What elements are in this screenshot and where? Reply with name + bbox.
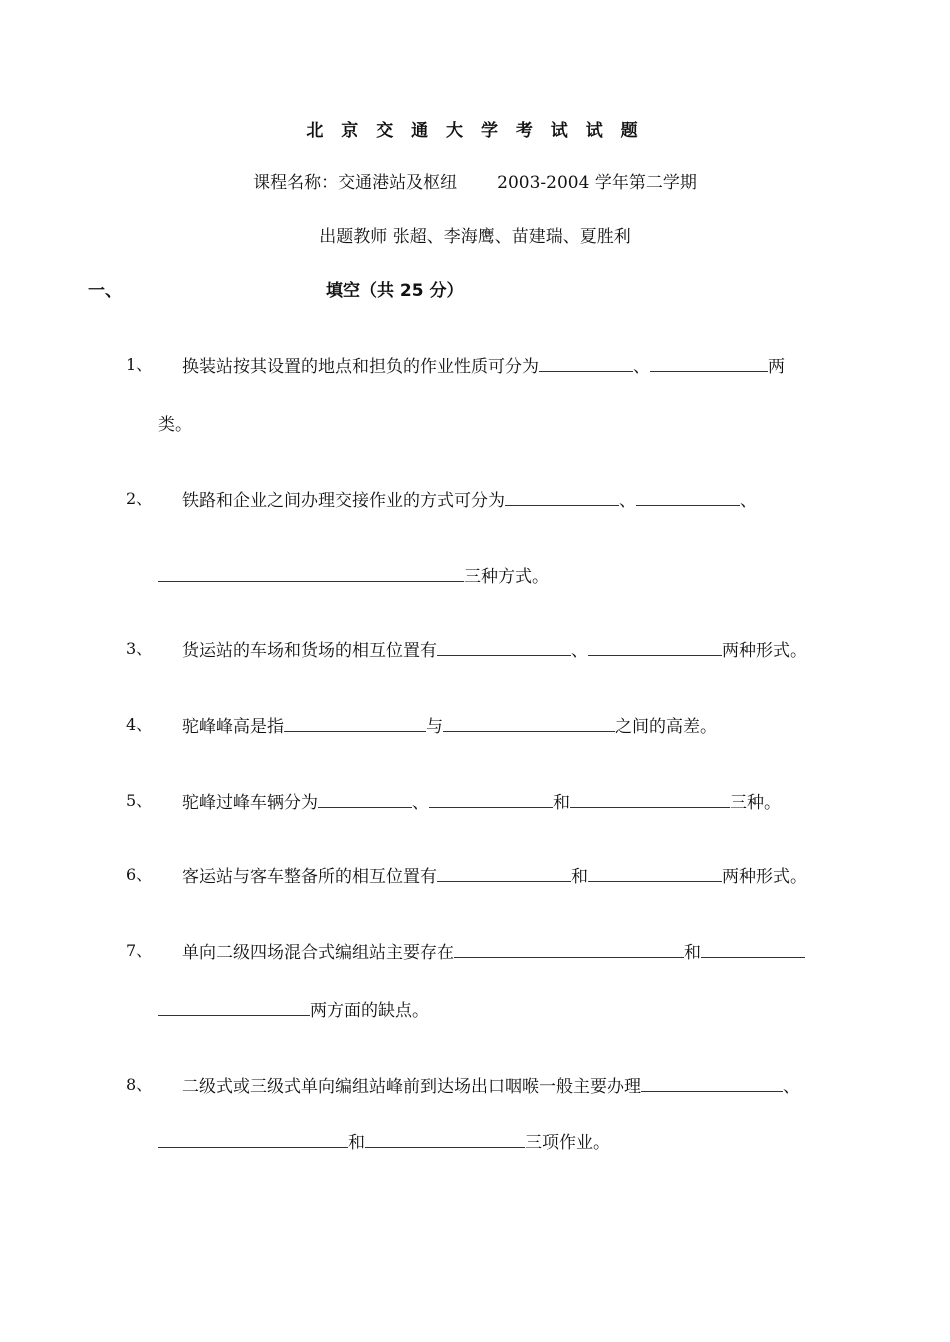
term: 2003-2004 学年第二学期 — [497, 173, 697, 193]
question-7-continuation: 两方面的缺点。 — [158, 996, 429, 1021]
question-2-line: 铁路和企业之间办理交接作业的方式可分为 、 、 — [182, 486, 757, 511]
answer-blank[interactable] — [454, 940, 684, 958]
answer-blank[interactable] — [570, 790, 730, 808]
question-6-line: 客运站与客车整备所的相互位置有 和 两种形式。 — [182, 862, 807, 887]
question-3-line: 货运站的车场和货场的相互位置有 、 两种形式。 — [182, 636, 807, 661]
question-1-line: 换装站按其设置的地点和担负的作业性质可分为 、 两 — [182, 352, 785, 377]
question-2-continuation: 三种方式。 — [158, 562, 549, 587]
question-number: 6、 — [126, 865, 153, 884]
answer-blank[interactable] — [588, 864, 722, 882]
question-number: 2、 — [126, 489, 153, 508]
answer-blank[interactable] — [588, 638, 722, 656]
answer-blank[interactable] — [158, 564, 464, 582]
question-1-continuation: 类。 — [158, 415, 192, 435]
question-8-line: 二级式或三级式单向编组站峰前到达场出口咽喉一般主要办理 、 — [182, 1072, 800, 1097]
answer-blank[interactable] — [429, 790, 553, 808]
question-number: 5、 — [126, 791, 153, 810]
answer-blank[interactable] — [701, 940, 805, 958]
answer-blank[interactable] — [158, 1130, 348, 1148]
question-number: 3、 — [126, 639, 153, 658]
question-number: 4、 — [126, 715, 153, 734]
answer-blank[interactable] — [539, 354, 633, 372]
section-number: 一、 — [88, 281, 122, 301]
answer-blank[interactable] — [636, 488, 740, 506]
question-7-line: 单向二级四场混合式编组站主要存在 和 — [182, 938, 805, 963]
course-name: 课程名称：交通港站及枢纽 — [253, 173, 458, 193]
course-info — [0, 168, 950, 193]
question-4-line: 驼峰峰高是指 与 之间的高差。 — [182, 712, 717, 737]
answer-blank[interactable] — [158, 998, 310, 1016]
answer-blank[interactable] — [437, 638, 571, 656]
exam-title: 北 京 交 通 大 学 考 试 试 题 — [306, 121, 644, 141]
answer-blank[interactable] — [318, 790, 412, 808]
answer-blank[interactable] — [443, 714, 615, 732]
question-number: 1、 — [126, 355, 153, 374]
question-5-line: 驼峰过峰车辆分为 、 和 三种。 — [182, 788, 781, 813]
answer-blank[interactable] — [641, 1074, 783, 1092]
answer-blank[interactable] — [650, 354, 768, 372]
answer-blank[interactable] — [365, 1130, 525, 1148]
answer-blank[interactable] — [505, 488, 619, 506]
section-title: 填空（共 25 分） — [326, 281, 464, 301]
question-number: 8、 — [126, 1075, 153, 1094]
teachers: 出题教师 张超、李海鹰、苗建瑞、夏胜利 — [319, 227, 631, 247]
answer-blank[interactable] — [284, 714, 426, 732]
question-8-continuation: 和 三项作业。 — [158, 1128, 610, 1153]
answer-blank[interactable] — [437, 864, 571, 882]
question-number: 7、 — [126, 941, 153, 960]
